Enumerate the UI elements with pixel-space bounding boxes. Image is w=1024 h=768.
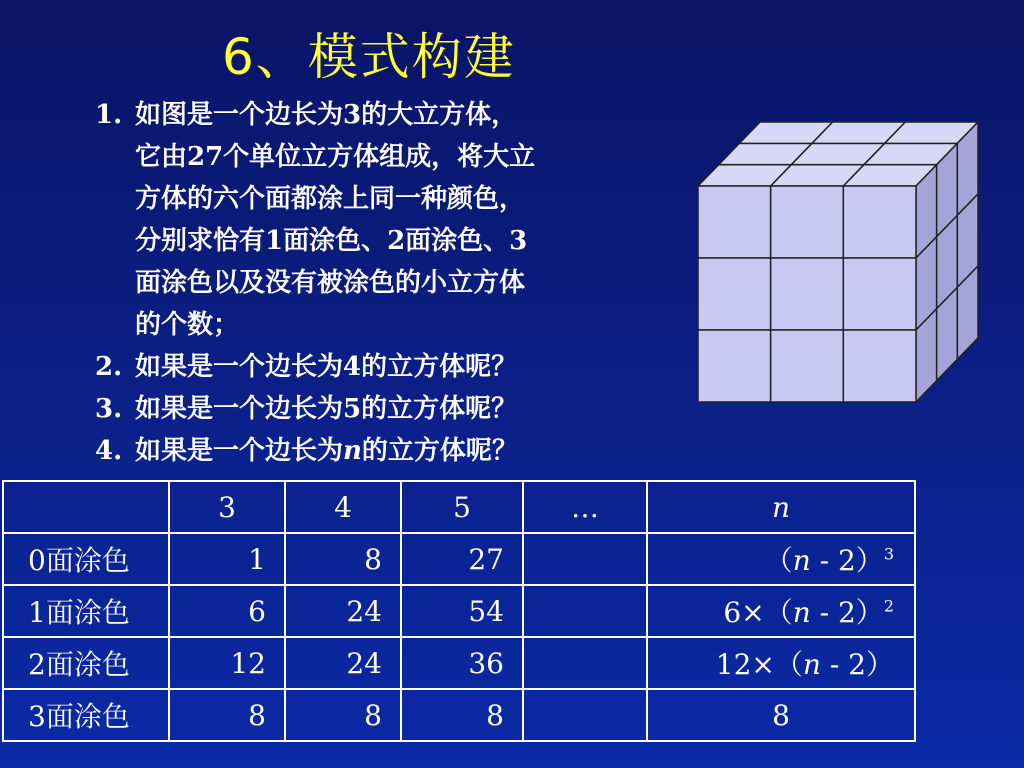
problem-text: 如果是一个边长为5的立方体呢？ bbox=[135, 394, 518, 424]
page-title: 6、模式构建 bbox=[222, 28, 516, 86]
table-cell: 8 bbox=[285, 689, 401, 741]
formula-cell bbox=[647, 533, 915, 585]
cube-cell bbox=[771, 258, 844, 330]
problem-text bbox=[135, 94, 675, 346]
problem-text-pre: 如果是一个边长为 bbox=[135, 436, 344, 466]
formula-cell bbox=[647, 637, 915, 689]
table-cell bbox=[523, 585, 647, 637]
cube-cell bbox=[698, 330, 771, 402]
table-cell: 24 bbox=[285, 637, 401, 689]
problem-list bbox=[95, 94, 675, 472]
formula-post: - 2） bbox=[810, 596, 884, 629]
problem-number: 1. bbox=[95, 100, 123, 130]
problem-1 bbox=[95, 94, 675, 346]
formula-cell bbox=[647, 689, 915, 741]
table-row bbox=[3, 585, 915, 637]
cube-3x3x3-icon bbox=[690, 112, 986, 404]
formula-pre: 12×（ bbox=[715, 648, 803, 681]
row-label: 0面涂色 bbox=[3, 533, 169, 585]
header-cell: 5 bbox=[401, 481, 523, 533]
table-row bbox=[3, 637, 915, 689]
table-cell: 36 bbox=[401, 637, 523, 689]
table-cell: 27 bbox=[401, 533, 523, 585]
table-cell bbox=[523, 637, 647, 689]
table-cell: 54 bbox=[401, 585, 523, 637]
header-cell bbox=[3, 481, 169, 533]
problem-line: 分别求恰有1面涂色、2面涂色、3 bbox=[135, 226, 528, 256]
cube-cell bbox=[843, 186, 916, 258]
cube-cell bbox=[843, 330, 916, 402]
formula-exponent: 3 bbox=[883, 544, 894, 564]
formula-pre: （ bbox=[764, 544, 793, 577]
header-cell: 3 bbox=[169, 481, 285, 533]
table-cell: 8 bbox=[401, 689, 523, 741]
formula-post: - 2） bbox=[820, 648, 894, 681]
table-cell: 12 bbox=[169, 637, 285, 689]
row-label: 3面涂色 bbox=[3, 689, 169, 741]
table-row bbox=[3, 533, 915, 585]
header-cell: 4 bbox=[285, 481, 401, 533]
variable-n: n bbox=[792, 544, 811, 577]
cube-cell bbox=[698, 186, 771, 258]
problem-line: 如图是一个边长为3的大立方体， bbox=[135, 100, 518, 130]
cube-cell bbox=[771, 186, 844, 258]
results-table bbox=[2, 480, 916, 742]
table-header-row bbox=[3, 481, 915, 533]
cube-cell bbox=[771, 330, 844, 402]
problem-text: 如果是一个边长为4的立方体呢？ bbox=[135, 352, 518, 382]
cube-cell bbox=[698, 258, 771, 330]
cube-front-face bbox=[698, 186, 916, 402]
problem-text bbox=[135, 430, 675, 472]
problem-number: 2. bbox=[95, 352, 123, 382]
table-cell: 8 bbox=[285, 533, 401, 585]
formula-cell bbox=[647, 585, 915, 637]
problem-2 bbox=[95, 346, 675, 388]
problem-line: 它由27个单位立方体组成，将大立 bbox=[135, 142, 536, 172]
table-cell: 1 bbox=[169, 533, 285, 585]
problem-number: 3. bbox=[95, 394, 123, 424]
table-cell: 6 bbox=[169, 585, 285, 637]
problem-line: 方体的六个面都涂上同一种颜色， bbox=[135, 184, 526, 214]
problem-line: 的个数； bbox=[135, 310, 240, 340]
variable-n: n bbox=[802, 648, 821, 681]
row-label: 1面涂色 bbox=[3, 585, 169, 637]
variable-n: n bbox=[792, 596, 811, 629]
problem-number: 4. bbox=[95, 436, 123, 466]
table-cell bbox=[523, 689, 647, 741]
row-label: 2面涂色 bbox=[3, 637, 169, 689]
problem-3 bbox=[95, 388, 675, 430]
header-cell: n bbox=[647, 481, 915, 533]
table-cell: 24 bbox=[285, 585, 401, 637]
table-cell bbox=[523, 533, 647, 585]
problem-4 bbox=[95, 430, 675, 472]
variable-n: n bbox=[343, 436, 362, 466]
cube-cell bbox=[843, 258, 916, 330]
table-row bbox=[3, 689, 915, 741]
header-cell: … bbox=[523, 481, 647, 533]
formula-exponent: 2 bbox=[883, 596, 894, 616]
problem-text-post: 的立方体呢？ bbox=[361, 436, 518, 466]
formula-pre: 8 bbox=[772, 698, 790, 732]
table-cell: 8 bbox=[169, 689, 285, 741]
formula-post: - 2） bbox=[810, 544, 884, 577]
problem-line: 面涂色以及没有被涂色的小立方体 bbox=[135, 268, 526, 298]
formula-pre: 6×（ bbox=[723, 596, 793, 629]
